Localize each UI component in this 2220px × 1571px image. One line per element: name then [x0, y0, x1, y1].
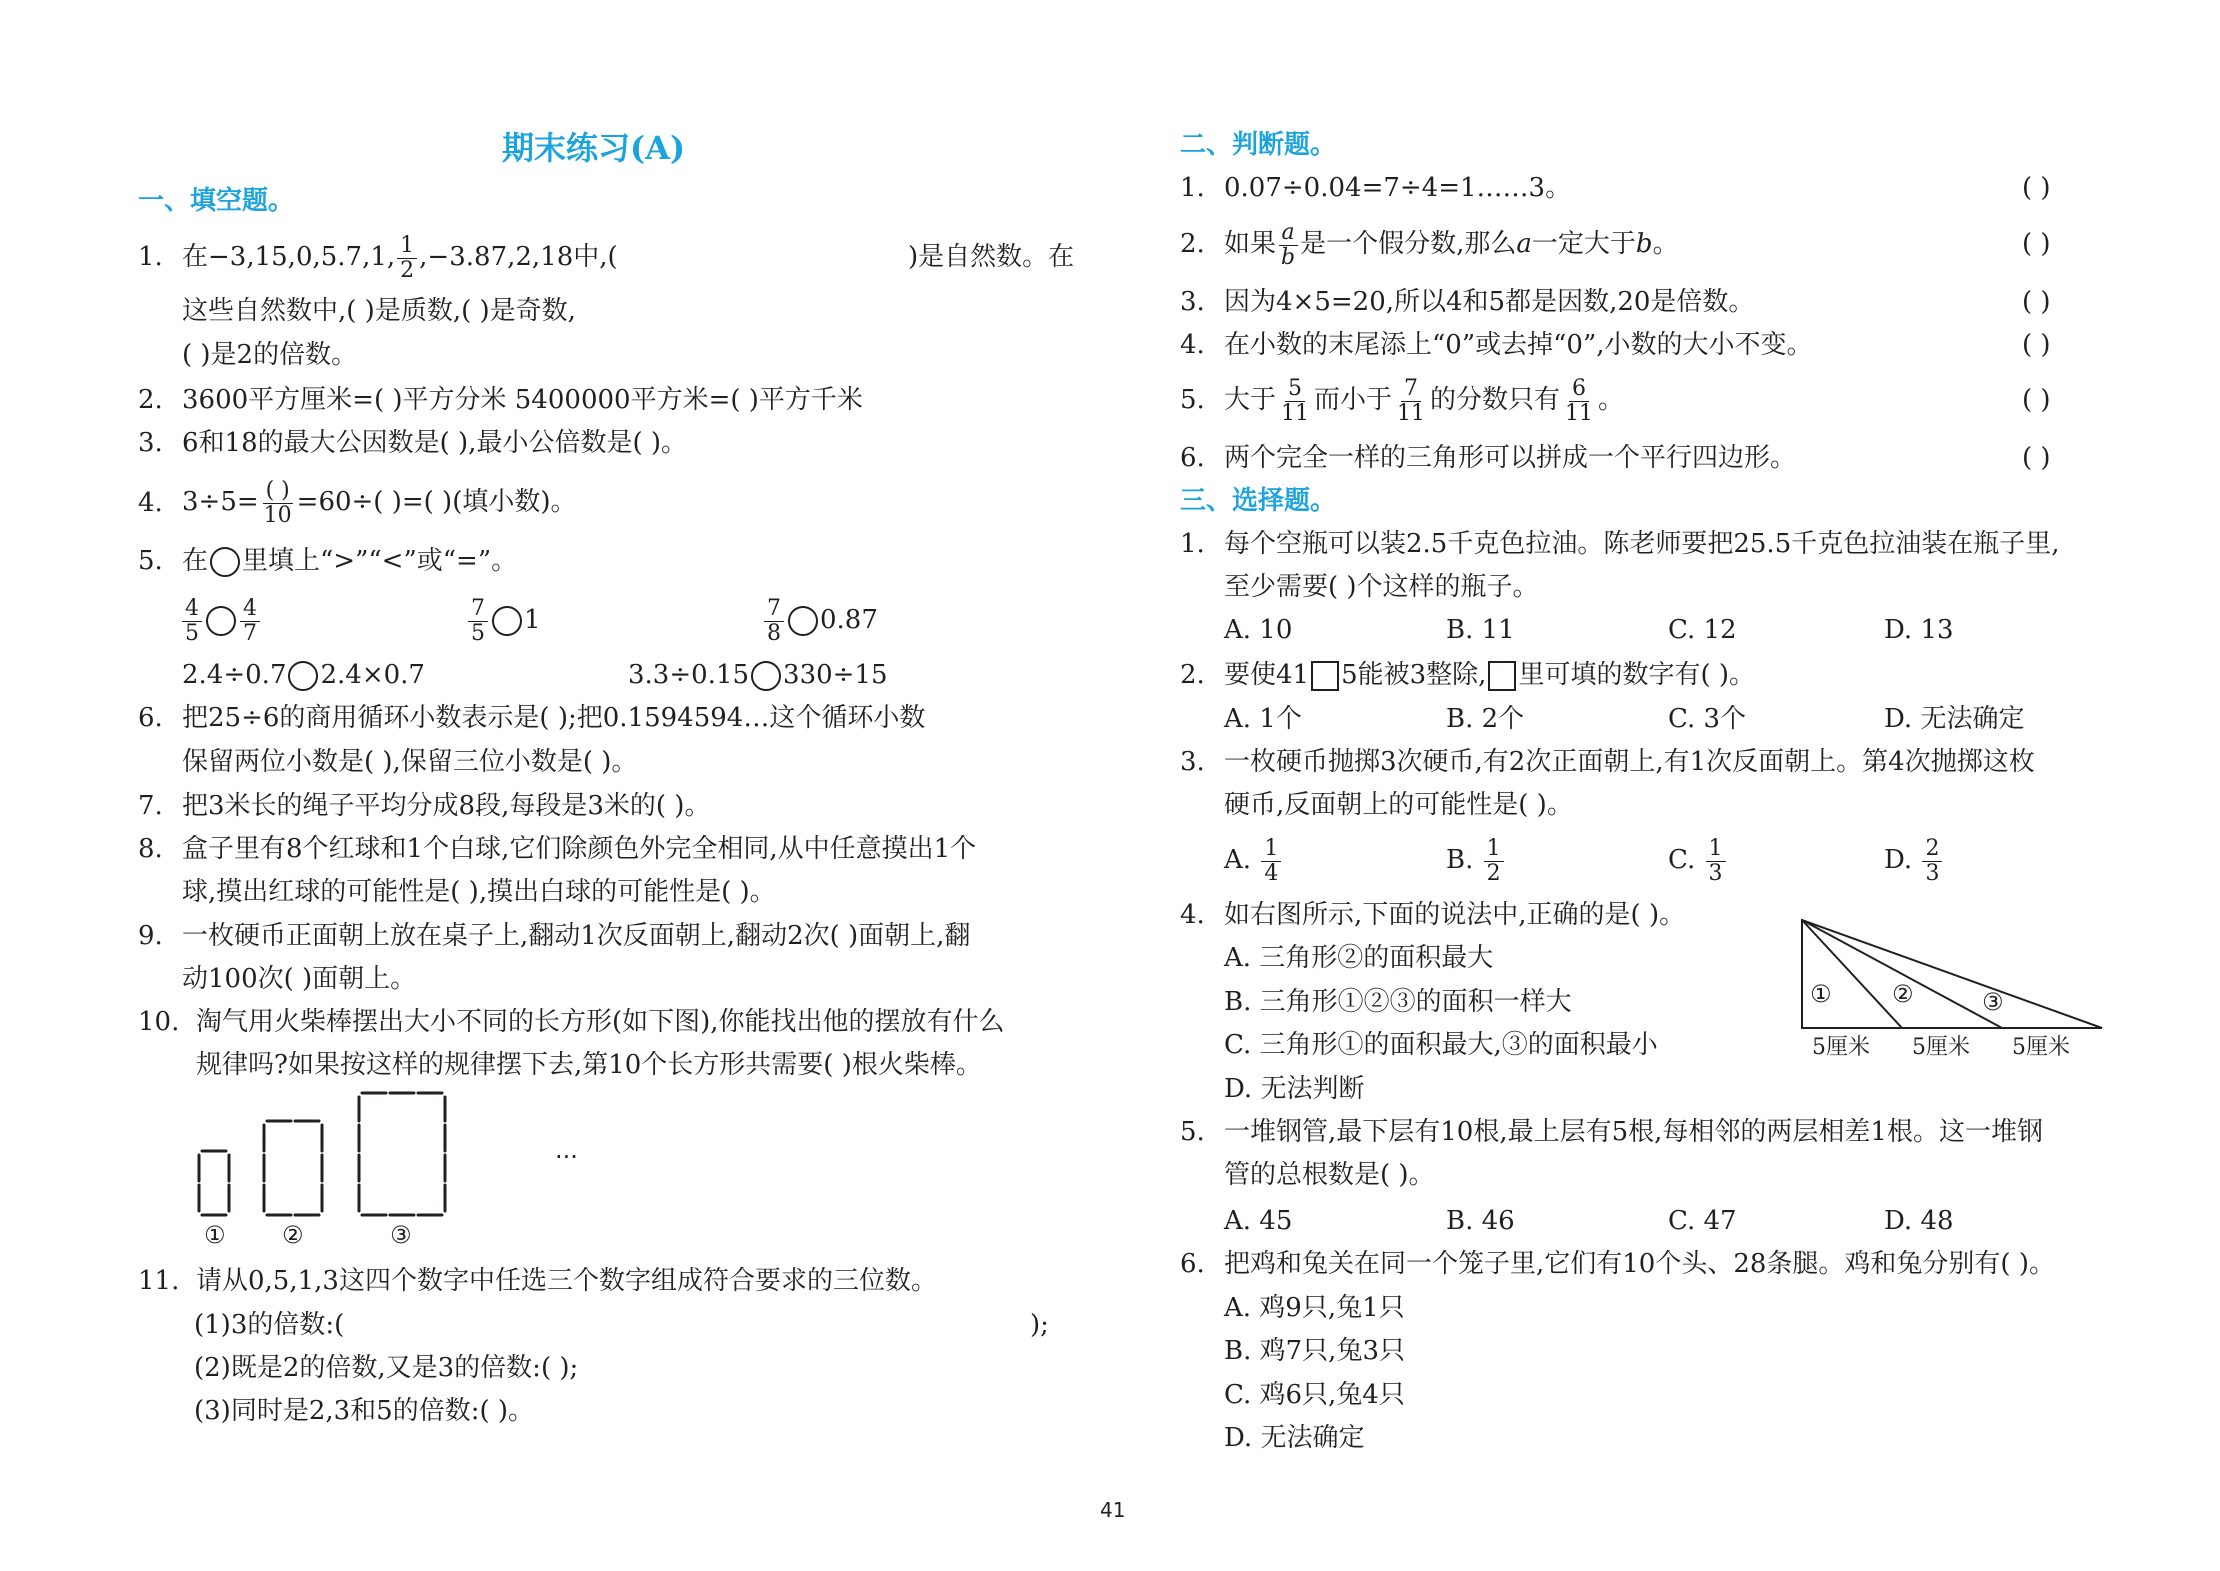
fill-q5-number: 5. [138, 546, 163, 576]
fraction: $\frac{4}{5}$ [182, 597, 202, 646]
judge-q2-text-b: 是一个假分数,那么 [1300, 229, 1517, 259]
fraction: $\frac{1}{4}$ [1261, 837, 1281, 886]
choice-q2-text-a: 要使41 [1224, 660, 1310, 690]
fill-q11-part1: (1)3的倍数:( [194, 1310, 345, 1340]
choice-q2-text-b: 5能被3整除, [1341, 660, 1487, 690]
fraction: $\frac{7}{5}$ [468, 597, 488, 646]
choice-q4-option-a[interactable]: A. 三角形②的面积最大 [1224, 943, 1494, 973]
choice-q2-text-c: 里可填的数字有( )。 [1518, 660, 1756, 690]
choice-q1-line2: 至少需要( )个这样的瓶子。 [1224, 572, 1539, 602]
choice-q6-option-d[interactable]: D. 无法确定 [1224, 1423, 1365, 1453]
judge-q5-text-a: 大于 [1224, 385, 1277, 415]
fill-q11-part3: (3)同时是2,3和5的倍数:( )。 [194, 1396, 535, 1426]
fill-q1-text-b: ,−3.87,2,18中,( [419, 242, 618, 272]
fill-q1-text-a: 在−3,15,0,5.7,1, [182, 242, 396, 272]
judge-q1-number: 1. [1180, 173, 1205, 203]
triangle-base-1: 5厘米 [1812, 1035, 1870, 1060]
fill-q2-text: 3600平方厘米=( )平方分米 5400000平方米=( )平方千米 [182, 385, 863, 415]
fraction: $\frac{5}{11}$ [1281, 375, 1310, 426]
fill-q4-fraction: $\frac{( )}{10}$ [263, 477, 292, 528]
judge-q6-number: 6. [1180, 443, 1205, 473]
judge-q5-text-c: 的分数只有 [1430, 385, 1561, 415]
choice-q6-text: 把鸡和兔关在同一个笼子里,它们有10个头、28条腿。鸡和兔分别有( )。 [1224, 1249, 2055, 1279]
fraction: $\frac{6}{11}$ [1565, 375, 1594, 426]
compare-circle-icon[interactable] [751, 661, 781, 691]
choice-q3-option-c[interactable] [1668, 830, 1728, 890]
fill-q3-text: 6和18的最大公因数是( ),最小公倍数是( )。 [182, 428, 687, 458]
fill-q5-compare-4 [182, 660, 425, 691]
fill-q7-text: 把3米长的绳子平均分成8段,每段是3米的( )。 [182, 791, 711, 821]
fill-q4-number: 4. [138, 488, 163, 518]
fill-q10-line2: 规律吗?如果按这样的规律摆下去,第10个长方形共需要( )根火柴棒。 [196, 1050, 982, 1080]
fill-q8-line1: 盒子里有8个红球和1个白球,它们除颜色外完全相同,从中任意摸出1个 [182, 834, 977, 864]
triangle-label-2: ② [1892, 980, 1914, 1008]
judge-q2-var-b: b [1635, 229, 1653, 259]
judge-q2-text-d: 。 [1652, 229, 1679, 259]
choice-q5-option-b[interactable]: B. 46 [1446, 1206, 1515, 1236]
compare-circle-icon[interactable] [492, 606, 522, 636]
section-fill-blank-heading: 一、填空题。 [138, 186, 295, 216]
fill-q11-text: 请从0,5,1,3这四个数字中任选三个数字组成符合要求的三位数。 [196, 1266, 937, 1296]
matchstick-ellipsis: ··· [555, 1143, 578, 1171]
fraction: $\frac{2}{3}$ [1922, 837, 1942, 886]
fill-q10-number: 10. [138, 1007, 180, 1037]
fill-q11-part1-end: ); [1030, 1310, 1049, 1340]
choice-q2-option-c[interactable]: C. 3个 [1668, 704, 1747, 734]
matchstick-label-3: ③ [390, 1221, 412, 1249]
triangle-label-1: ① [1810, 980, 1832, 1008]
choice-q2-text [1224, 660, 1755, 691]
fill-q5-text-a: 在 [182, 546, 209, 576]
section-choice-heading: 三、选择题。 [1180, 486, 1337, 516]
fill-q5-text [182, 546, 517, 577]
choice-q3-number: 3. [1180, 747, 1205, 777]
choice-q1-line1: 每个空瓶可以装2.5千克色拉油。陈老师要把25.5千克色拉油装在瓶子里, [1224, 529, 2060, 559]
triangle-figure [1790, 910, 2120, 1060]
matchstick-label-1: ① [204, 1221, 226, 1249]
judge-q1-answer-bracket[interactable]: ( ) [2022, 173, 2051, 203]
judge-q5-text-b: 而小于 [1314, 385, 1393, 415]
choice-q6-number: 6. [1180, 1249, 1205, 1279]
fill-q1-line3: ( )是2的倍数。 [182, 340, 358, 370]
judge-q2-fraction: $\frac{a}{b}$ [1278, 221, 1298, 270]
compare-circle-icon[interactable] [206, 606, 236, 636]
choice-q1-number: 1. [1180, 529, 1205, 559]
page-title: 期末练习(A) [502, 129, 686, 167]
digit-box-icon [1311, 661, 1339, 691]
choice-q2-number: 2. [1180, 660, 1205, 690]
triangle-base-3: 5厘米 [2012, 1035, 2070, 1060]
choice-q1-option-c[interactable]: C. 12 [1668, 615, 1737, 645]
choice-q3-line2: 硬币,反面朝上的可能性是( )。 [1224, 790, 1573, 820]
compare-value: 2.4÷0.7 [182, 660, 287, 690]
fill-q8-number: 8. [138, 834, 163, 864]
choice-q4-option-c[interactable]: C. 三角形①的面积最大,③的面积最小 [1224, 1030, 1658, 1060]
digit-box-icon [1488, 661, 1516, 691]
matchstick-figure [190, 1085, 590, 1250]
choice-q6-option-c[interactable]: C. 鸡6只,兔4只 [1224, 1380, 1405, 1410]
fill-q6-line1: 把25÷6的商用循环小数表示是( );把0.1594594…这个循环小数 [182, 703, 926, 733]
fill-q8-line2: 球,摸出红球的可能性是( ),摸出白球的可能性是( )。 [182, 877, 776, 907]
page-number: 41 [1100, 1498, 1126, 1522]
choice-q2-option-d[interactable]: D. 无法确定 [1884, 704, 2025, 734]
choice-q6-option-b[interactable]: B. 鸡7只,兔3只 [1224, 1336, 1405, 1366]
fill-q11-number: 11. [138, 1266, 180, 1296]
judge-q4-answer-bracket[interactable]: ( ) [2022, 330, 2051, 360]
option-label: D. [1884, 845, 1913, 875]
judge-q5-answer-bracket[interactable]: ( ) [2022, 385, 2051, 415]
judge-q2-text-a: 如果 [1224, 229, 1277, 259]
compare-circle-icon[interactable] [288, 661, 318, 691]
option-label: C. [1668, 845, 1696, 875]
choice-q3-line1: 一枚硬币抛掷3次硬币,有2次正面朝上,有1次反面朝上。第4次抛掷这枚 [1224, 747, 2035, 777]
judge-q5-text-d: 。 [1598, 385, 1625, 415]
fill-q1-line1 [182, 232, 618, 283]
judge-q2-text-c: 一定大于 [1531, 229, 1636, 259]
fill-q5-compare-3 [762, 590, 878, 650]
fill-q4-text-b: =60÷( )=( )(填小数)。 [296, 487, 577, 517]
fill-q1-fraction: $\frac{1}{2}$ [397, 234, 417, 283]
judge-q3-answer-bracket[interactable]: ( ) [2022, 287, 2051, 317]
option-label: B. [1446, 845, 1474, 875]
fill-q5-compare-1 [180, 590, 262, 650]
matchstick-label-2: ② [282, 1221, 304, 1249]
choice-q2-option-b[interactable]: B. 2个 [1446, 704, 1525, 734]
choice-q1-option-d[interactable]: D. 13 [1884, 615, 1954, 645]
judge-q2-answer-bracket[interactable]: ( ) [2022, 229, 2051, 259]
compare-value: 0.87 [820, 605, 878, 635]
triangle-label-3: ③ [1982, 988, 2004, 1016]
fill-q2-number: 2. [138, 385, 163, 415]
fraction: $\frac{1}{2}$ [1484, 837, 1504, 886]
fill-q11-part2: (2)既是2的倍数,又是3的倍数:( ); [194, 1353, 579, 1383]
judge-q4-text: 在小数的末尾添上“0”或去掉“0”,小数的大小不变。 [1224, 330, 1813, 360]
choice-q2-option-a[interactable]: A. 1个 [1224, 704, 1302, 734]
choice-q4-option-b[interactable]: B. 三角形①②③的面积一样大 [1224, 987, 1572, 1017]
choice-q5-option-c[interactable]: C. 47 [1668, 1206, 1737, 1236]
judge-q1-text: 0.07÷0.04=7÷4=1……3。 [1224, 173, 1572, 203]
judge-q5-number: 5. [1180, 385, 1205, 415]
judge-q2-var-a: a [1516, 229, 1532, 259]
fill-q10-line1: 淘气用火柴棒摆出大小不同的长方形(如下图),你能找出他的摆放有什么 [196, 1007, 1005, 1037]
fill-q5-compare-5 [628, 660, 888, 691]
choice-q4-text: 如右图所示,下面的说法中,正确的是( )。 [1224, 900, 1686, 930]
fill-q9-number: 9. [138, 921, 163, 951]
fill-q3-number: 3. [138, 428, 163, 458]
judge-q6-text: 两个完全一样的三角形可以拼成一个平行四边形。 [1224, 443, 1797, 473]
judge-q2-number: 2. [1180, 229, 1205, 259]
judge-q6-answer-bracket[interactable]: ( ) [2022, 443, 2051, 473]
compare-circle-icon [210, 547, 240, 577]
choice-q5-number: 5. [1180, 1117, 1205, 1147]
choice-q1-option-b[interactable]: B. 11 [1446, 615, 1515, 645]
choice-q3-option-d[interactable] [1884, 830, 1944, 890]
judge-q3-number: 3. [1180, 287, 1205, 317]
fill-q7-number: 7. [138, 791, 163, 821]
choice-q1-option-a[interactable]: A. 10 [1224, 615, 1293, 645]
fill-q1-number: 1. [138, 242, 163, 272]
choice-q6-option-a[interactable]: A. 鸡9只,兔1只 [1224, 1293, 1405, 1323]
choice-q4-option-d[interactable]: D. 无法判断 [1224, 1074, 1365, 1104]
section-judge-heading: 二、判断题。 [1180, 130, 1337, 160]
fill-q5-compare-2 [466, 590, 541, 650]
judge-q5-text [1224, 369, 1624, 431]
choice-q3-option-b[interactable] [1446, 830, 1506, 890]
compare-circle-icon[interactable] [788, 606, 818, 636]
fill-q1-line2: 这些自然数中,( )是质数,( )是奇数, [182, 296, 576, 326]
choice-q5-line2: 管的总根数是( )。 [1224, 1160, 1435, 1190]
fill-q5-text-b: 里填上“>”“<”或“=”。 [242, 546, 518, 576]
fill-q9-line2: 动100次( )面朝上。 [182, 964, 417, 994]
triangle-base-2: 5厘米 [1912, 1035, 1970, 1060]
judge-q3-text: 因为4×5=20,所以4和5都是因数,20是倍数。 [1224, 287, 1755, 317]
fraction: $\frac{7}{11}$ [1397, 375, 1426, 426]
fraction: $\frac{4}{7}$ [240, 597, 260, 646]
fill-q6-line2: 保留两位小数是( ),保留三位小数是( )。 [182, 747, 638, 777]
fill-q4-line [182, 472, 577, 532]
judge-q4-number: 4. [1180, 330, 1205, 360]
fill-q1-text-c: )是自然数。在 [908, 242, 1075, 272]
compare-value: 330÷15 [783, 660, 888, 690]
judge-q2-text [1224, 213, 1679, 275]
fraction: $\frac{7}{8}$ [764, 597, 784, 646]
fraction: $\frac{1}{3}$ [1706, 837, 1726, 886]
compare-value: 3.3÷0.15 [628, 660, 750, 690]
fill-q9-line1: 一枚硬币正面朝上放在桌子上,翻动1次反面朝上,翻动2次( )面朝上,翻 [182, 921, 971, 951]
choice-q5-option-d[interactable]: D. 48 [1884, 1206, 1954, 1236]
choice-q5-option-a[interactable]: A. 45 [1224, 1206, 1293, 1236]
choice-q3-option-a[interactable] [1224, 830, 1283, 890]
fill-q6-number: 6. [138, 703, 163, 733]
choice-q5-line1: 一堆钢管,最下层有10根,最上层有5根,每相邻的两层相差1根。这一堆钢 [1224, 1117, 2043, 1147]
choice-q4-number: 4. [1180, 900, 1205, 930]
compare-value: 1 [524, 605, 541, 635]
fill-q4-text-a: 3÷5= [182, 487, 259, 517]
option-label: A. [1224, 845, 1252, 875]
compare-value: 2.4×0.7 [320, 660, 425, 690]
